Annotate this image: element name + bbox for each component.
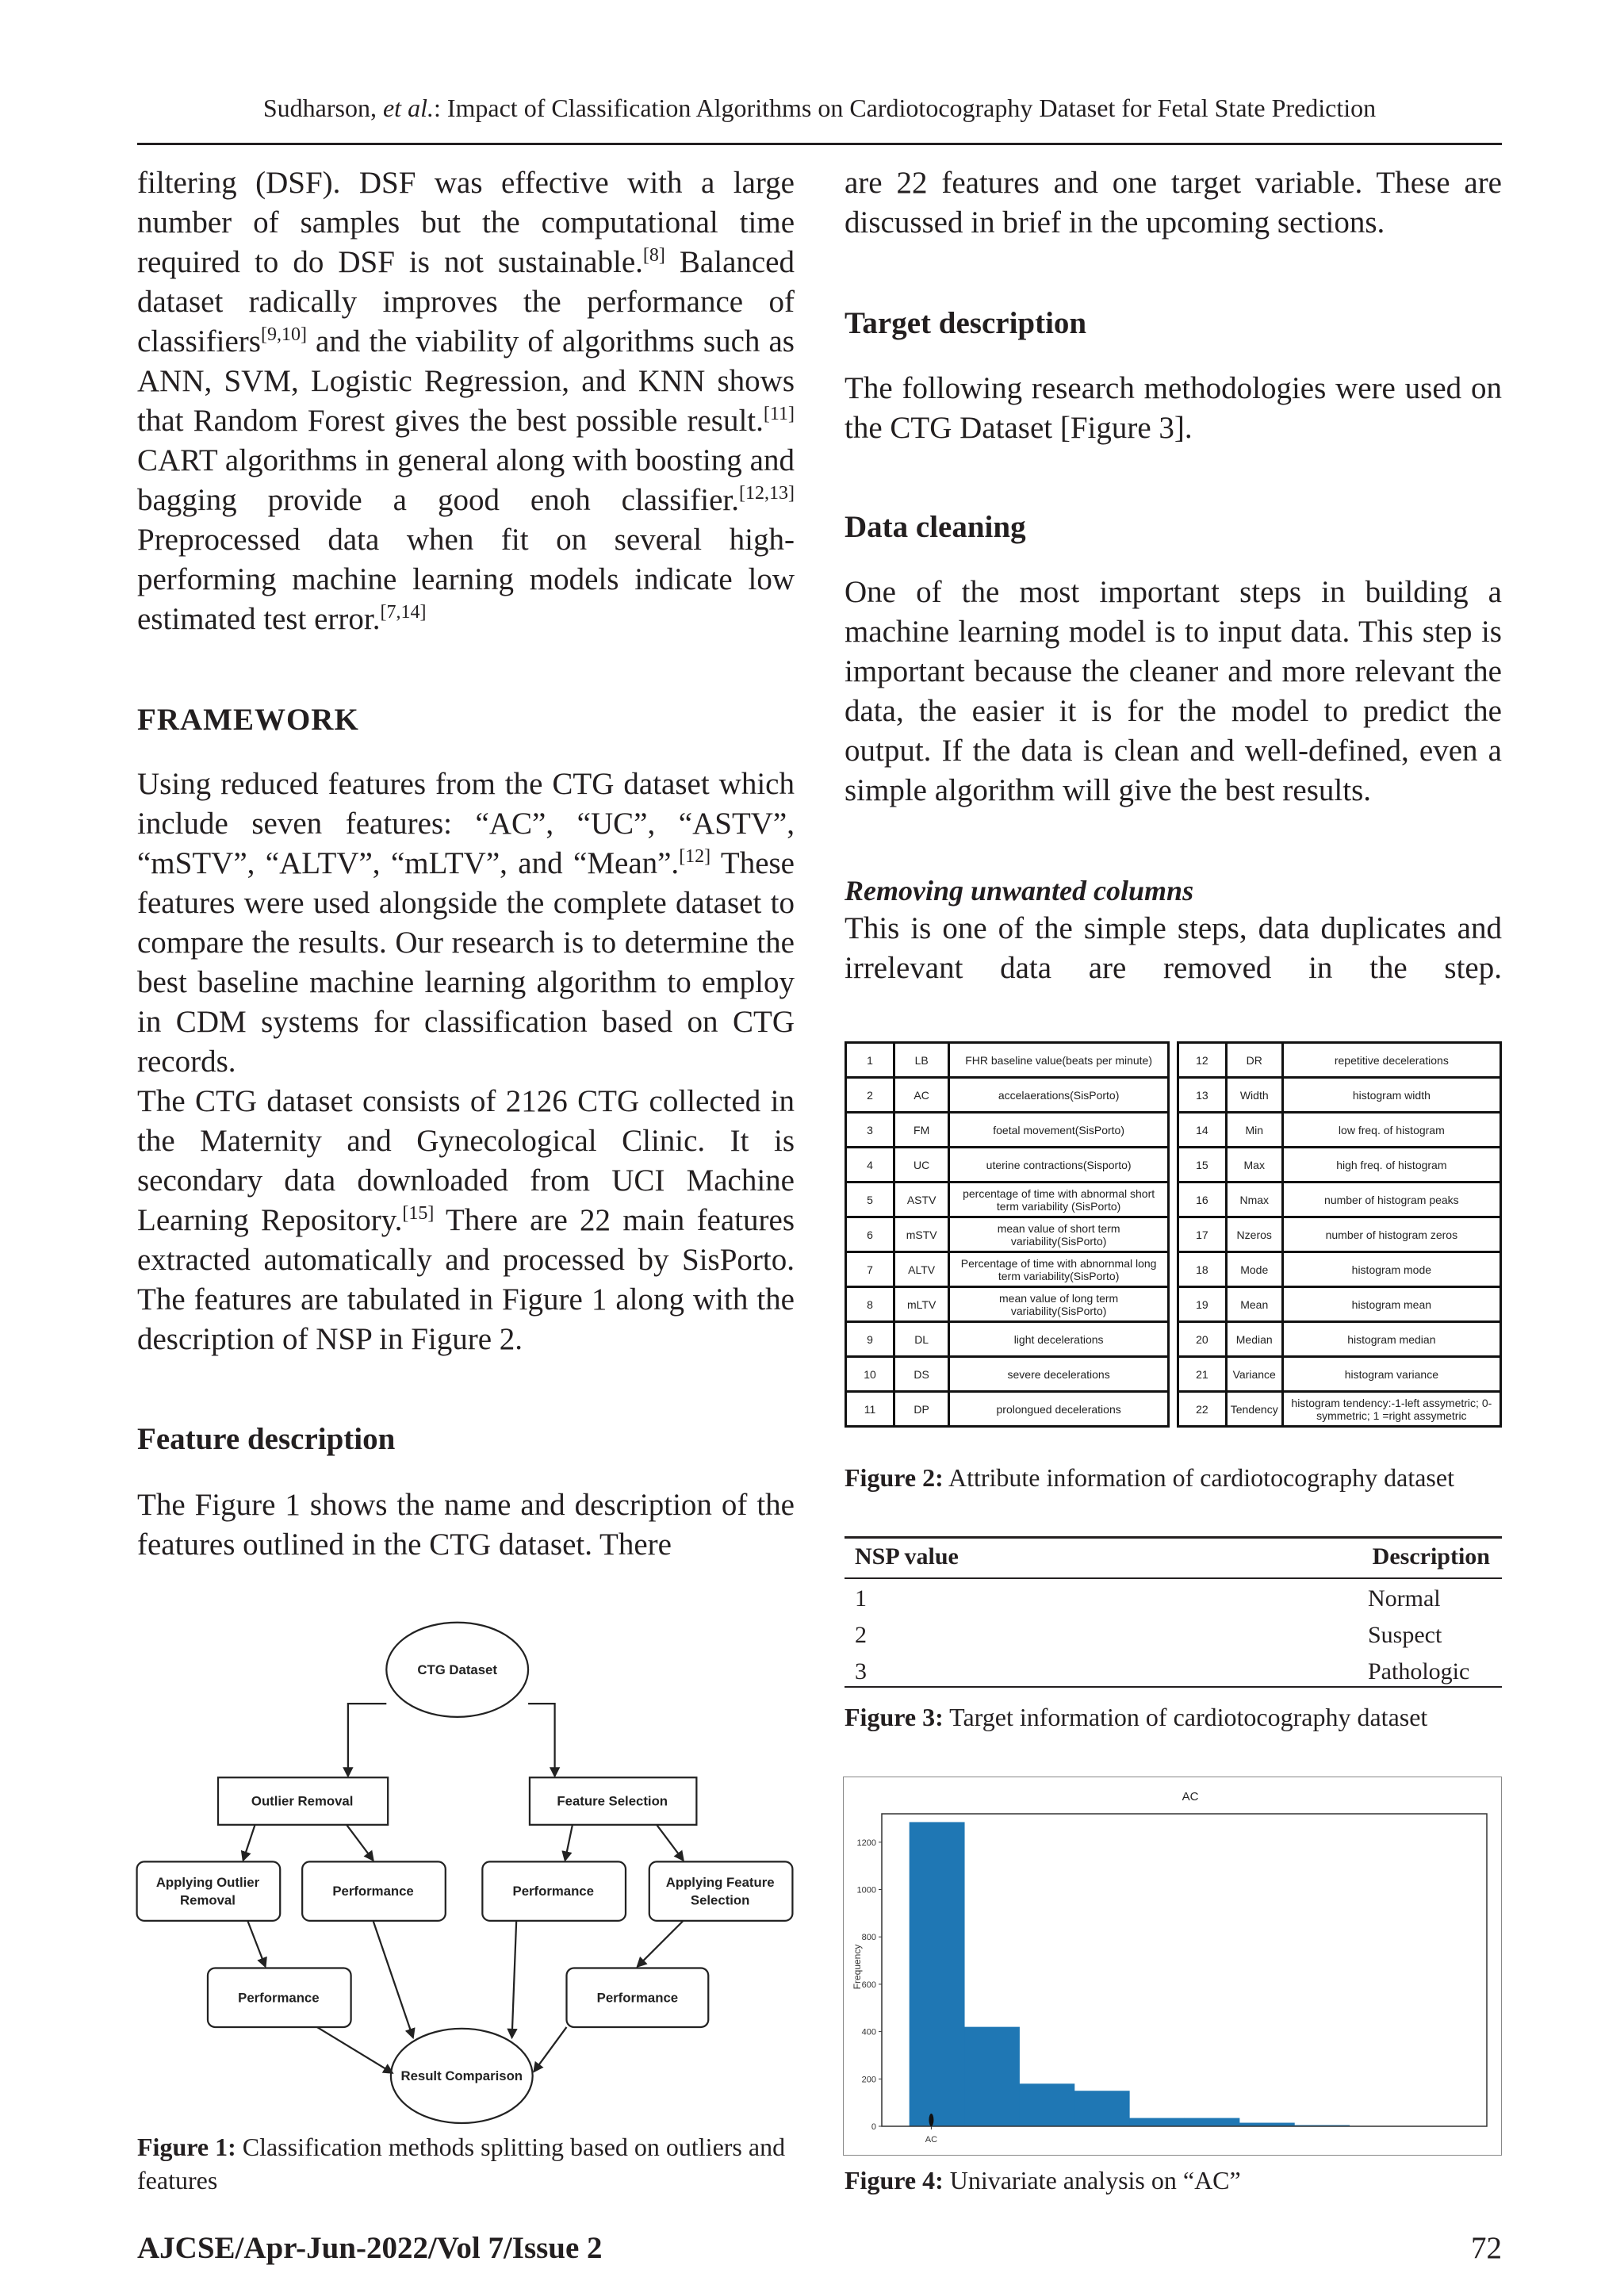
applying-outlier-node (137, 1861, 281, 1920)
figure2-caption-label: Figure 2: (845, 1463, 944, 1492)
attribute-code: DP (894, 1392, 949, 1427)
applying-feature-node (649, 1861, 793, 1920)
text-segment: Preprocessed data when fit on several high-performing machine learning models indicate low estimated test error. (137, 523, 795, 636)
table-row (846, 1357, 1169, 1392)
text-segment: Using reduced features from the CTG dataset which include seven features: “AC”, “UC”, “ASTV”, “mSTV”, “ALTV”, “mLTV”, and “Mean”. (137, 767, 795, 880)
figure3-caption-text: Target information of cardiotocography dataset (943, 1703, 1428, 1731)
outlier-removal-label: Outlier Removal (251, 1793, 354, 1809)
text-segment: et al. (382, 94, 434, 122)
attribute-number: 20 (1178, 1322, 1227, 1357)
attribute-description: histogram mean (1282, 1287, 1500, 1322)
attribute-code: AC (894, 1078, 949, 1113)
y-tick-label: 1000 (856, 1885, 876, 1895)
attribute-number: 11 (846, 1392, 894, 1427)
attribute-code: UC (894, 1148, 949, 1182)
attribute-code: ASTV (894, 1182, 949, 1217)
attribute-number: 22 (1178, 1392, 1227, 1427)
attribute-code: FM (894, 1113, 949, 1148)
nsp-description: Pathologic (1368, 1658, 1470, 1685)
table-row (1178, 1287, 1501, 1322)
performance-label-c: Performance (238, 1990, 320, 2006)
table-row (1178, 1148, 1501, 1182)
figure3-caption (845, 1700, 1502, 1734)
attribute-description: percentage of time with abnormal short term variability (SisPorto) (949, 1182, 1169, 1217)
table-row (1178, 1322, 1501, 1357)
text-segment: One of the most important steps in building a machine learning model is to input data. This step is important because the cleaner and more relevant the data, the easier it is for the model to predict the output. If the data is clean and well-defined, even a simple algorithm will give the best results. (845, 575, 1502, 807)
citation-superscript: [11] (763, 404, 795, 424)
nsp-header-description: Description (1372, 1543, 1490, 1570)
nsp-header-value: NSP value (855, 1543, 959, 1570)
attribute-description: histogram width (1282, 1078, 1500, 1113)
nsp-table (845, 1536, 1502, 1688)
framework-paragraph (137, 765, 795, 1082)
figure2-caption-text: Attribute information of cardiotocography dataset (943, 1463, 1454, 1492)
removing-columns-paragraph (845, 909, 1502, 988)
attribute-code: Width (1226, 1078, 1282, 1113)
figure2-caption (845, 1461, 1502, 1494)
attribute-code: mLTV (894, 1287, 949, 1322)
dataset-paragraph (137, 1082, 795, 1359)
applying-feature-label-2: Selection (690, 1892, 750, 1908)
result-comparison-label: Result Comparison (400, 2068, 523, 2083)
text-segment: These features were used alongside the complete dataset to compare the results. Our research is to determine the best baseline machine learning algorithm to employ in CDM systems for classification based on CTG records. (137, 846, 795, 1079)
table-row (846, 1252, 1169, 1287)
histogram-bar (1019, 2083, 1074, 2126)
attribute-description: repetitive decelerations (1282, 1043, 1500, 1078)
table-row (846, 1043, 1169, 1078)
performance-label-d: Performance (596, 1990, 679, 2006)
attribute-number: 13 (1178, 1078, 1227, 1113)
applying-feature-label-1: Applying Feature (665, 1875, 775, 1891)
figure1-flow-diagram (132, 1618, 797, 2135)
figure4-caption-text: Univariate analysis on “AC” (943, 2166, 1241, 2194)
attribute-table-right (1177, 1041, 1502, 1428)
attribute-code: Max (1226, 1148, 1282, 1182)
removing-columns-heading: Removing unwanted columns (845, 875, 1194, 907)
nsp-description: Normal (1368, 1585, 1441, 1612)
page-number: 72 (1471, 2231, 1502, 2265)
attribute-number: 14 (1178, 1113, 1227, 1148)
table-row (846, 1182, 1169, 1217)
attribute-description: severe decelerations (949, 1357, 1169, 1392)
citation-superscript: [8] (642, 245, 665, 266)
attribute-code: DR (1226, 1043, 1282, 1078)
text-segment: filtering (DSF). DSF was effective with a large number of samples but the computational time required to do DSF is not sustainable. (137, 166, 795, 279)
citation-superscript: [12,13] (739, 483, 795, 504)
attribute-number: 1 (846, 1043, 894, 1078)
attribute-code: Mean (1226, 1287, 1282, 1322)
left-paragraph-1 (137, 163, 795, 639)
attribute-number: 10 (846, 1357, 894, 1392)
table-row (846, 1217, 1169, 1252)
citation-superscript: [15] (402, 1203, 435, 1224)
framework-heading: FRAMEWORK (137, 703, 359, 737)
attribute-code: Median (1226, 1322, 1282, 1357)
table-row (846, 1322, 1169, 1357)
table-row (1178, 1078, 1501, 1113)
nsp-description: Suspect (1368, 1622, 1442, 1648)
histogram-bar (964, 2027, 1020, 2126)
text-segment: CART algorithms in general along with boosting and bagging provide a good enoh classifier. (137, 443, 795, 517)
table-row (1178, 1217, 1501, 1252)
journal-footer: AJCSE/Apr-Jun-2022/Vol 7/Issue 2 (137, 2231, 603, 2265)
text-segment: This is one of the simple steps, data duplicates and irrelevant data are removed in the step. (845, 911, 1502, 985)
feature-description-paragraph (137, 1485, 795, 1565)
figure1-caption-text: Classification methods splitting based on outliers and features (137, 2133, 786, 2194)
table-row (1178, 1043, 1501, 1078)
text-segment: There are 22 main features extracted automatically and processed by SisPorto. The features are tabulated in Figure 1 along with the description of NSP in Figure 2. (137, 1203, 795, 1356)
attribute-description: mean value of long term variability(SisPorto) (949, 1287, 1169, 1322)
figure4-histogram (843, 1777, 1502, 2156)
attribute-description: FHR baseline value(beats per minute) (949, 1043, 1169, 1078)
text-segment: and the viability of algorithms such as ANN, SVM, Logistic Regression, and KNN shows that Random Forest gives the best possible result. (137, 324, 795, 438)
attribute-number: 16 (1178, 1182, 1227, 1217)
outlier-marker (929, 2114, 933, 2126)
attribute-code: Nzeros (1226, 1217, 1282, 1252)
attribute-code: Nmax (1226, 1182, 1282, 1217)
attribute-description: number of histogram peaks (1282, 1182, 1500, 1217)
text-segment: Sudharson, (262, 94, 383, 122)
attribute-number: 18 (1178, 1252, 1227, 1287)
attribute-number: 17 (1178, 1217, 1227, 1252)
target-description-heading: Target description (845, 306, 1087, 340)
attribute-code: LB (894, 1043, 949, 1078)
attribute-description: high freq. of histogram (1282, 1148, 1500, 1182)
attribute-description: foetal movement(SisPorto) (949, 1113, 1169, 1148)
attribute-number: 15 (1178, 1148, 1227, 1182)
attribute-number: 6 (846, 1217, 894, 1252)
attribute-description: number of histogram zeros (1282, 1217, 1500, 1252)
nsp-value: 3 (855, 1658, 867, 1685)
attribute-number: 3 (846, 1113, 894, 1148)
attribute-description: uterine contractions(Sisporto) (949, 1148, 1169, 1182)
histogram-bar (1185, 2118, 1240, 2126)
y-tick-label: 1200 (856, 1838, 876, 1848)
attribute-description: histogram median (1282, 1322, 1500, 1357)
text-segment: The CTG dataset consists of 2126 CTG collected in the Maternity and Gynecological Clinic. It is secondary data downloaded from UCI Machine Learning Repository. (137, 1084, 795, 1237)
figure1-caption (137, 2130, 795, 2197)
attribute-code: Variance (1226, 1357, 1282, 1392)
histogram-bar (910, 1822, 965, 2126)
citation-superscript: [9,10] (260, 324, 307, 345)
attribute-number: 21 (1178, 1357, 1227, 1392)
attribute-number: 9 (846, 1322, 894, 1357)
attribute-code: mSTV (894, 1217, 949, 1252)
text-segment: The following research methodologies were used on the CTG Dataset [Figure 3]. (845, 371, 1502, 445)
citation-superscript: [12] (679, 846, 711, 867)
table-row (846, 1078, 1169, 1113)
attribute-description: accelaerations(SisPorto) (949, 1078, 1169, 1113)
histogram-bar (1074, 2091, 1130, 2126)
y-tick-label: 400 (861, 2027, 876, 2037)
feature-description-heading: Feature description (137, 1422, 396, 1456)
applying-outlier-label-2: Removal (180, 1892, 236, 1908)
text-segment: : Impact of Classification Algorithms on Cardiotocography Dataset for Fetal State Prediction (433, 94, 1377, 122)
y-tick-label: 800 (861, 1933, 876, 1943)
attribute-number: 2 (846, 1078, 894, 1113)
table-row (846, 1287, 1169, 1322)
attribute-code: DS (894, 1357, 949, 1392)
running-header (137, 94, 1502, 123)
y-axis-label: Frequency (852, 1944, 863, 1990)
attribute-number: 4 (846, 1148, 894, 1182)
histogram-bar (1129, 2118, 1185, 2126)
text-segment: are 22 features and one target variable. These are discussed in brief in the upcoming sections. (845, 166, 1502, 240)
attribute-description: light decelerations (949, 1322, 1169, 1357)
figure1-caption-label: Figure 1: (137, 2133, 236, 2161)
table-row (846, 1113, 1169, 1148)
y-tick-label: 600 (861, 1980, 876, 1990)
attribute-number: 5 (846, 1182, 894, 1217)
attribute-description: prolongued decelerations (949, 1392, 1169, 1427)
table-row (846, 1392, 1169, 1427)
attribute-code: Min (1226, 1113, 1282, 1148)
table-row (1178, 1357, 1501, 1392)
right-paragraph-1 (845, 163, 1502, 243)
attribute-code: ALTV (894, 1252, 949, 1287)
header-rule (137, 143, 1502, 145)
text-segment: Balanced dataset radically improves the performance of classifiers (137, 245, 795, 358)
performance-label-b: Performance (512, 1884, 594, 1899)
data-cleaning-heading: Data cleaning (845, 510, 1026, 544)
attribute-description: histogram tendency:-1-left assymetric; 0-symmetric; 1 =right assymetric (1282, 1392, 1500, 1427)
table-row (1178, 1392, 1501, 1427)
attribute-table-left (845, 1041, 1170, 1428)
attribute-code: Tendency (1226, 1392, 1282, 1427)
attribute-description: histogram mode (1282, 1252, 1500, 1287)
nsp-value: 1 (855, 1585, 867, 1612)
attribute-number: 7 (846, 1252, 894, 1287)
text-segment: The Figure 1 shows the name and description of the features outlined in the CTG dataset. There (137, 1488, 795, 1562)
table-row (1178, 1252, 1501, 1287)
attribute-description: histogram variance (1282, 1357, 1500, 1392)
y-tick-label: 200 (861, 2075, 876, 2085)
y-tick-label: 0 (871, 2122, 876, 2132)
figure4-caption-label: Figure 4: (845, 2166, 944, 2194)
attribute-number: 8 (846, 1287, 894, 1322)
ctg-dataset-label: CTG Dataset (417, 1662, 497, 1677)
attribute-number: 19 (1178, 1287, 1227, 1322)
citation-superscript: [7,14] (380, 602, 427, 623)
attribute-number: 12 (1178, 1043, 1227, 1078)
feature-selection-label: Feature Selection (557, 1793, 668, 1809)
table-row (846, 1148, 1169, 1182)
attribute-code: DL (894, 1322, 949, 1357)
performance-label-a: Performance (332, 1884, 414, 1899)
chart-title: AC (1182, 1790, 1199, 1803)
nsp-value: 2 (855, 1622, 867, 1648)
data-cleaning-paragraph (845, 573, 1502, 811)
figure4-caption (845, 2164, 1502, 2197)
table-row (1178, 1113, 1501, 1148)
attribute-description: Percentage of time with abnornmal long term variability(SisPorto) (949, 1252, 1169, 1287)
target-description-paragraph (845, 369, 1502, 448)
figure3-caption-label: Figure 3: (845, 1703, 944, 1731)
attribute-description: low freq. of histogram (1282, 1113, 1500, 1148)
attribute-description: mean value of short term variability(SisPorto) (949, 1217, 1169, 1252)
x-tick-label: AC (925, 2135, 938, 2145)
table-row (1178, 1182, 1501, 1217)
applying-outlier-label-1: Applying Outlier (155, 1875, 260, 1891)
attribute-code: Mode (1226, 1252, 1282, 1287)
